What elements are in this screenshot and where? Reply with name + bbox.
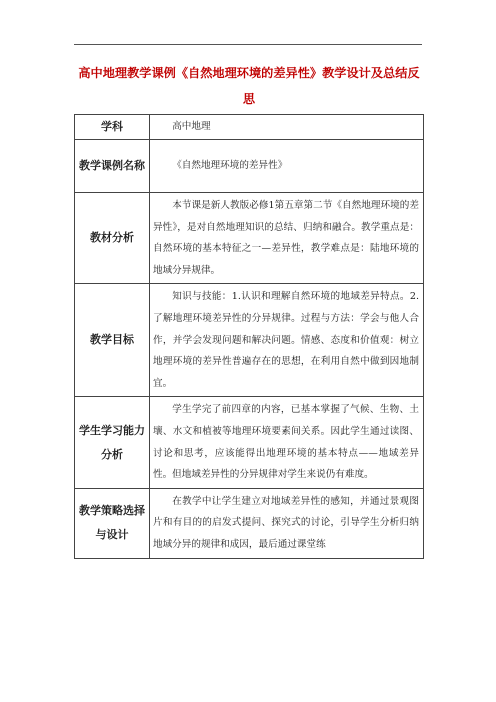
document-title: 高中地理教学课例《自然地理环境的差异性》教学设计及总结反思 (78, 66, 420, 106)
row-content-teaching-goals: 知识与技能：1.认识和理解自然环境的地域差异特点。2.了解地理环境差异性的分异规律。过程与方法：学会与他人合作，并学会发现问题和解决问题。情感、态度和价值观：树立地理环境的差异性普遍存在的思想，在利用自然中做到因地制宜。 (150, 284, 424, 397)
row-label-student-ability: 学生学习能力分析 (75, 397, 150, 488)
row-label-teaching-strategy: 教学策略选择与设计 (75, 488, 150, 558)
table-row (75, 397, 424, 488)
row-content-teaching-strategy: 在教学中让学生建立对地域差异性的感知，并通过景观图片和有目的的启发式提问、探究式的讨论，引导学生分析归纳地域分异的规律和成因，最后通过课堂练 (150, 488, 424, 558)
table-row (75, 115, 424, 140)
row-content-textbook-analysis: 本节课是新人教版必修1第五章第二节《自然地理环境的差异性》，是对自然地理知识的总结、归纳和融合。教学重点是：自然环境的基本特征之一—差异性，教学难点是：陆地环境的地域分异规律。 (150, 193, 424, 284)
row-content-subject: 高中地理 (150, 115, 424, 140)
row-label-textbook-analysis: 教材分析 (75, 193, 150, 284)
table-row (75, 284, 424, 397)
lesson-plan-table (74, 114, 424, 559)
header-rule (74, 44, 422, 45)
row-label-teaching-goals: 教学目标 (75, 284, 150, 397)
table-row (75, 488, 424, 558)
table-row (75, 140, 424, 193)
row-content-lesson-name: 《自然地理环境的差异性》 (150, 140, 424, 193)
table-row (75, 193, 424, 284)
row-label-lesson-name: 教学课例名称 (75, 140, 150, 193)
row-content-student-ability: 学生学完了前四章的内容，已基本掌握了气候、生物、土壤、水文和植被等地理环境要素间关系。因此学生通过读图、讨论和思考，应该能得出地理环境的基本特点——地域差异性。但地域差异性的分异规律对学生来说仍有难度。 (150, 397, 424, 488)
row-label-subject: 学科 (75, 115, 150, 140)
